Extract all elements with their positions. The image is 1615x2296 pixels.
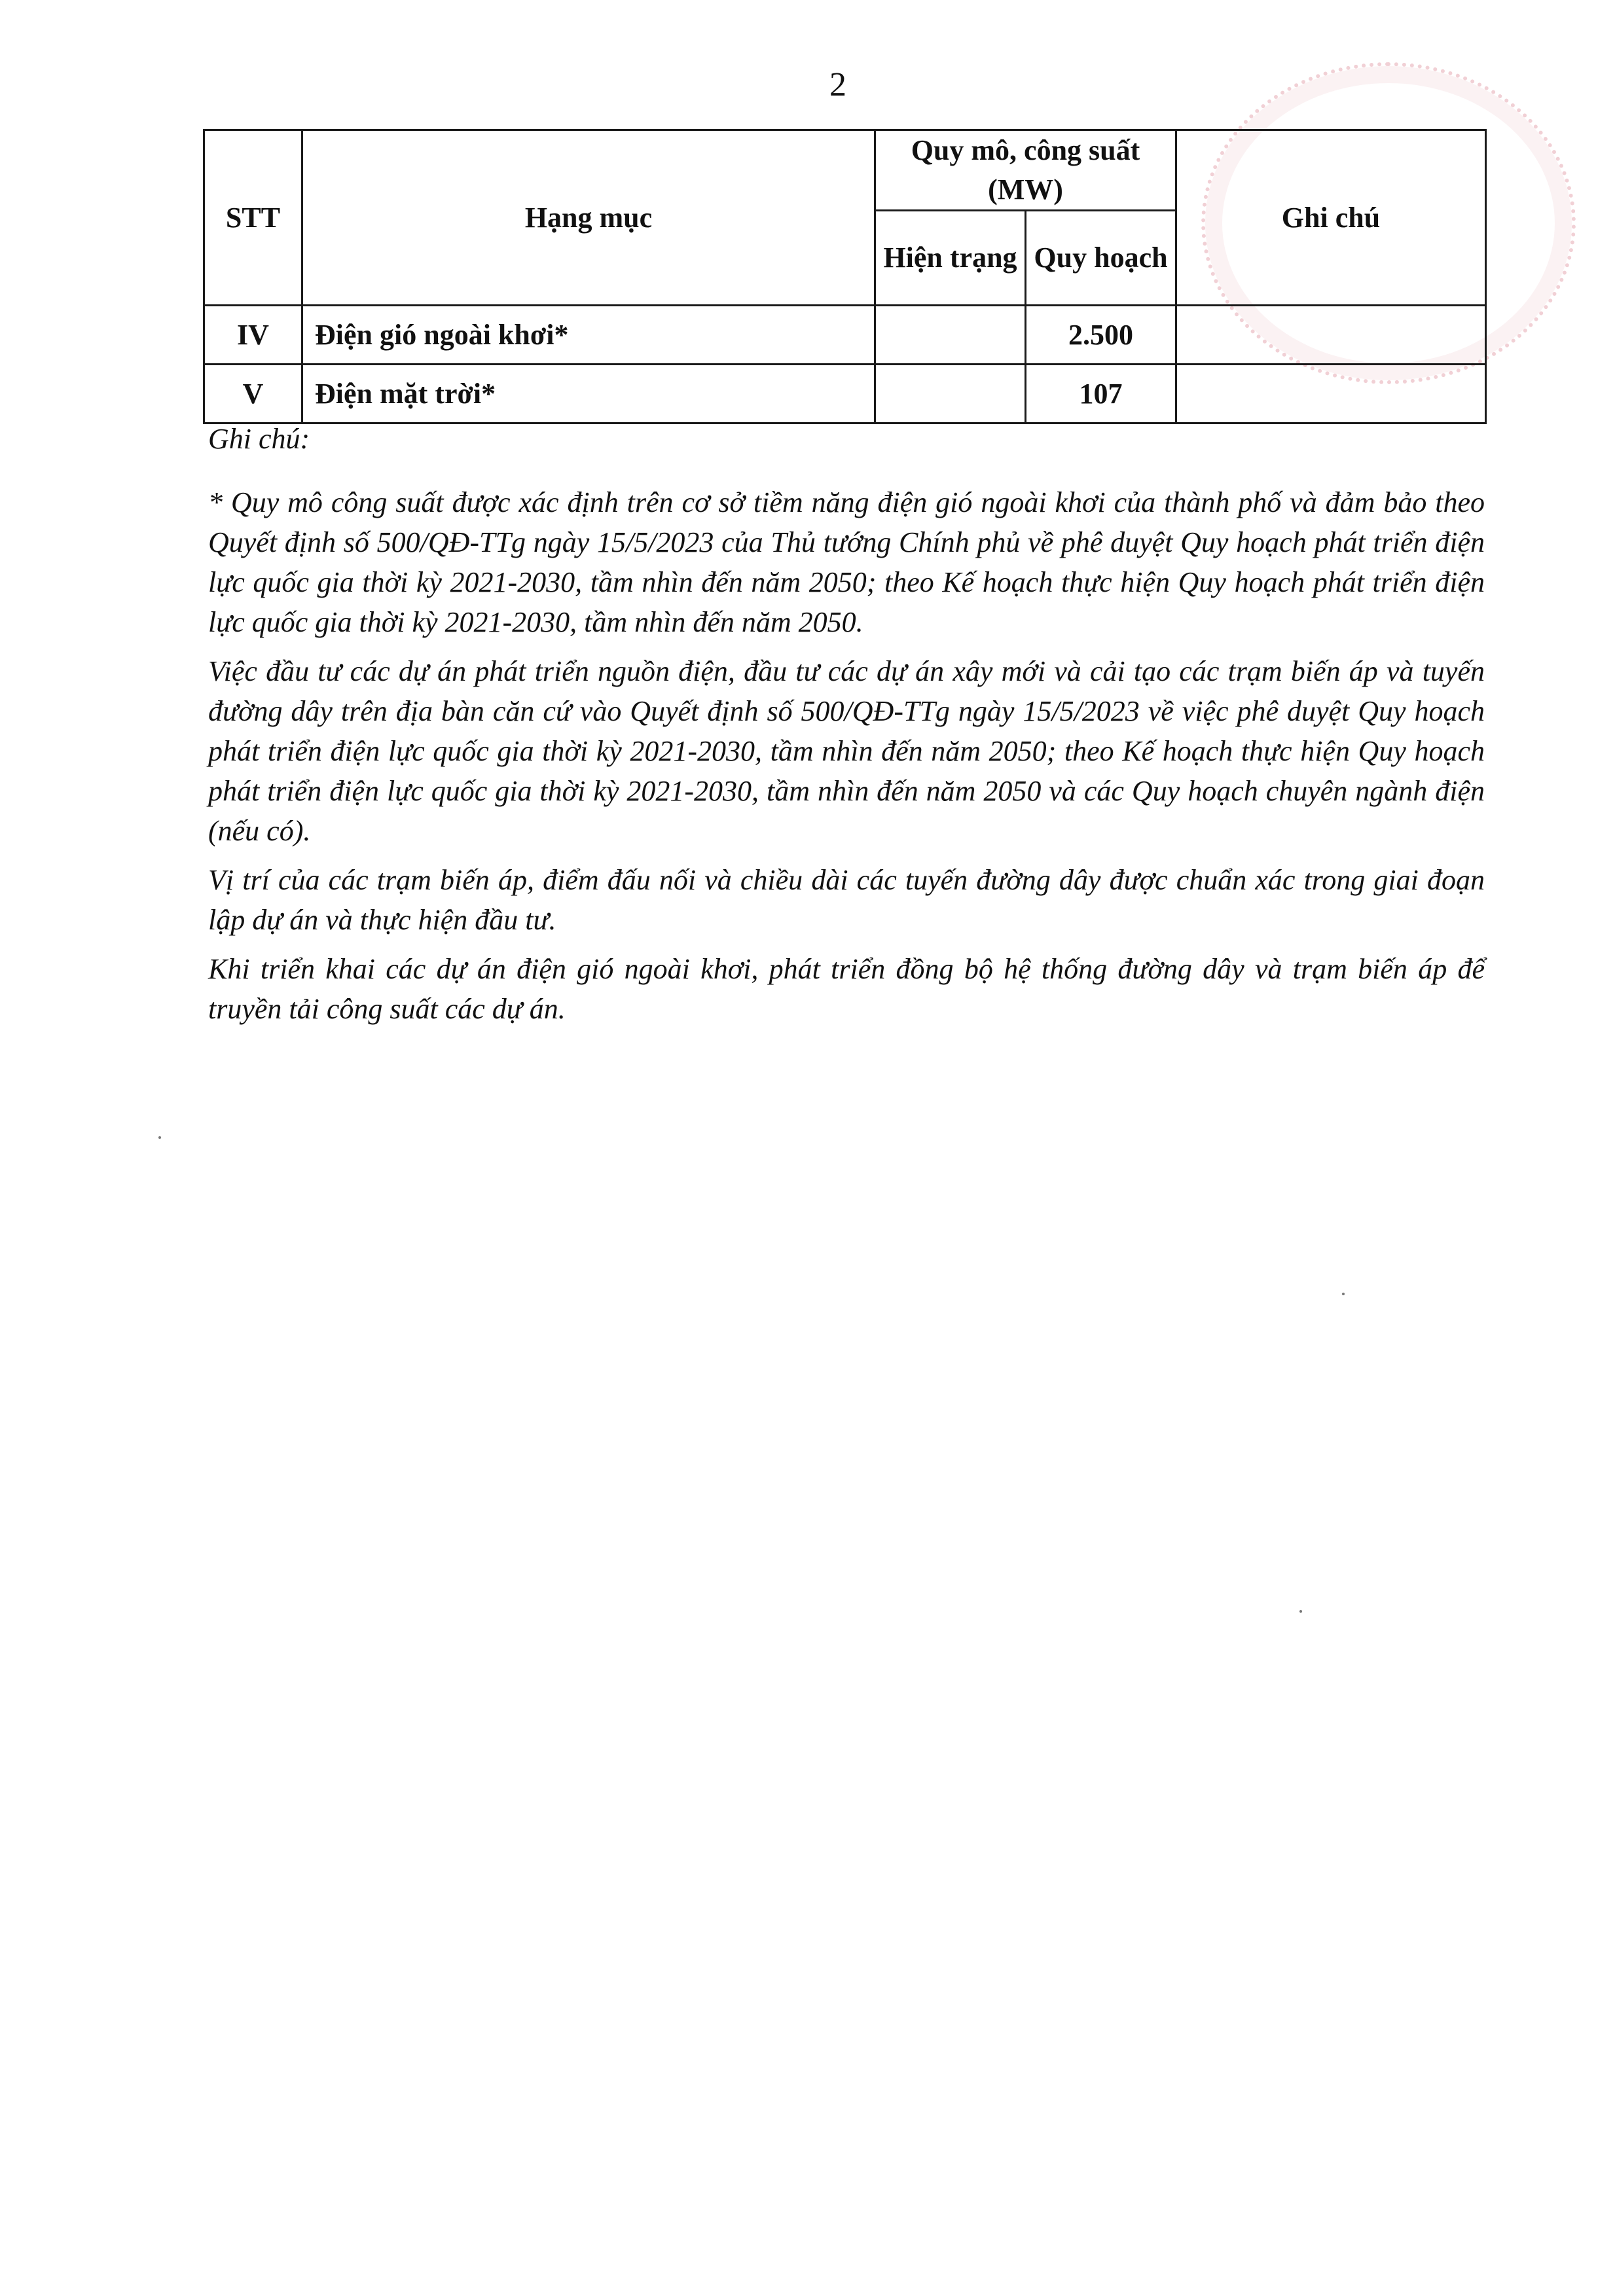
capacity-table [203,129,1487,424]
cell-category: Điện gió ngoài khơi* [302,306,875,365]
cell-planned: 107 [1026,365,1176,423]
header-note: Ghi chú [1176,130,1486,306]
table-row [204,365,1486,423]
note-paragraph: Khi triển khai các dự án điện gió ngoài khơi, phát triển đồng bộ hệ thống đường dây và trạm biến áp để truyền tải công suất các dự án. [208,953,1485,1025]
page-number: 2 [829,66,846,103]
cell-stt: IV [204,306,302,365]
scan-speck [158,1136,161,1139]
note-paragraph: * Quy mô công suất được xác định trên cơ sở tiềm năng điện gió ngoài khơi của thành phố và đảm bảo theo Quyết định số 500/QĐ-TTg ngày 15/5/2023 của Thủ tướng Chính phủ về phê duyệt Quy hoạch phát triển điện lực quốc gia thời kỳ 2021-2030, tầm nhìn đến năm 2050; theo Kế hoạch thực hiện Quy hoạch phát triển điện lực quốc gia thời kỳ 2021-2030, tầm nhìn đến năm 2050. [208,486,1485,638]
cell-category: Điện mặt trời* [302,365,875,423]
header-capacity-group: Quy mô, công suất (MW) [875,130,1176,211]
table-row [204,306,1486,365]
notes-section [208,419,1485,1038]
cell-current [875,365,1026,423]
cell-stt: V [204,365,302,423]
notes-label: Ghi chú: [208,423,310,455]
header-category: Hạng mục [302,130,875,306]
cell-note [1176,306,1486,365]
note-paragraph: Việc đầu tư các dự án phát triển nguồn điện, đầu tư các dự án xây mới và cải tạo các trạm biến áp và tuyến đường dây trên địa bàn căn cứ vào Quyết định số 500/QĐ-TTg ngày 15/5/2023 về việc phê duyệt Quy hoạch phát triển điện lực quốc gia thời kỳ 2021-2030, tầm nhìn đến năm 2050; theo Kế hoạch thực hiện Quy hoạch phát triển điện lực quốc gia thời kỳ 2021-2030, tầm nhìn đến năm 2050 và các Quy hoạch chuyên ngành điện (nếu có). [208,655,1485,847]
header-stt: STT [204,130,302,306]
header-planned: Quy hoạch [1026,211,1176,306]
cell-current [875,306,1026,365]
header-current: Hiện trạng [875,211,1026,306]
cell-note [1176,365,1486,423]
scan-speck [1342,1293,1345,1295]
note-paragraph: Vị trí của các trạm biến áp, điểm đấu nối và chiều dài các tuyến đường dây được chuẩn xác trong giai đoạn lập dự án và thực hiện đầu tư. [208,864,1485,936]
cell-planned: 2.500 [1026,306,1176,365]
table-header-row [204,130,1486,211]
scan-speck [1299,1610,1302,1613]
